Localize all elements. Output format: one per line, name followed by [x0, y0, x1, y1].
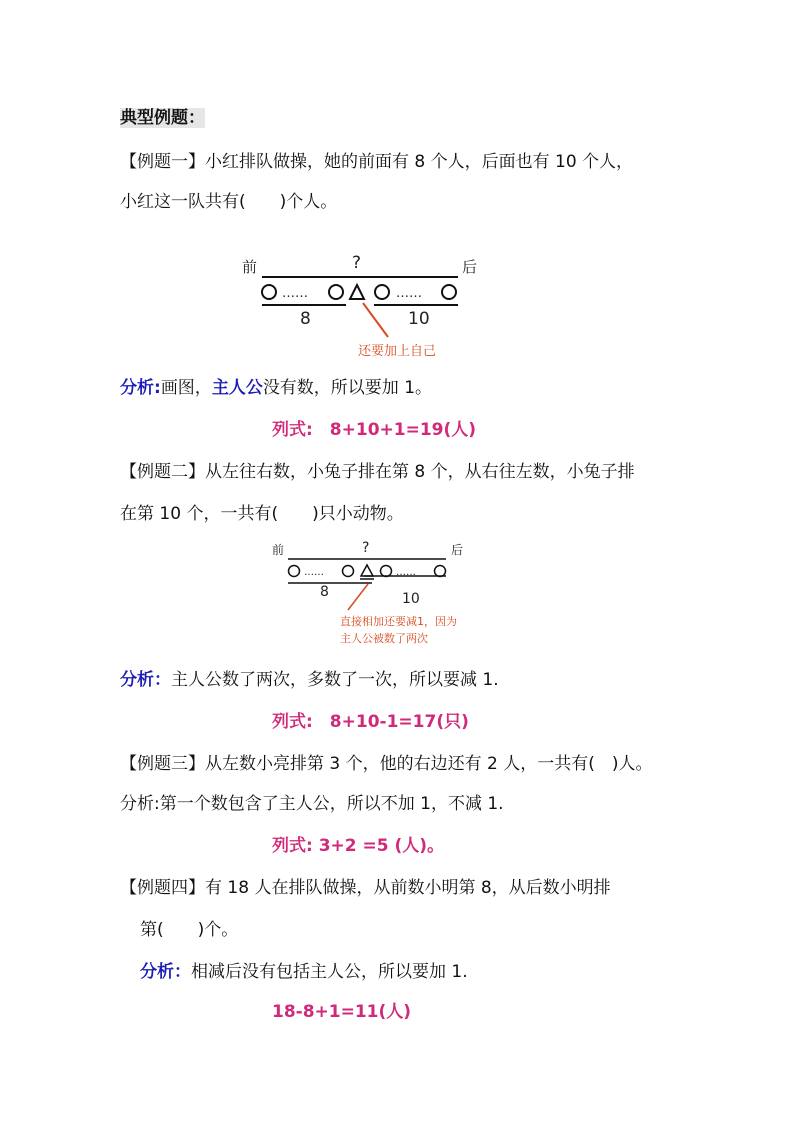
example-3-question: 【例题三】从左数小亮排第 3 个，他的右边还有 2 人，一共有( )人。 — [120, 754, 653, 774]
left-count: 8 — [300, 309, 311, 329]
circle-icon — [442, 285, 456, 299]
example-2-formula: 列式: 8+10-1=17(只) — [272, 712, 469, 732]
dots: …… — [396, 567, 416, 578]
front-label: 前 — [242, 258, 258, 276]
right-count: 10 — [408, 309, 430, 329]
example-3-formula: 列式: 3+2 =5 (人)。 — [272, 836, 445, 856]
example-2-question-line-1: 【例题二】从左往右数，小兔子排在第 8 个，从右往左数，小兔子排 — [120, 462, 635, 482]
example-2-diagram — [268, 540, 478, 648]
circle-icon — [343, 566, 354, 577]
note-text-line-2: 主人公被数了两次 — [340, 632, 428, 645]
circle-icon — [289, 566, 300, 577]
example-3-analysis: 分析:第一个数包含了主人公，所以不加 1，不减 1. — [120, 794, 504, 814]
circle-icon — [435, 566, 446, 577]
analysis-label: 分析： — [140, 962, 191, 982]
analysis-hero: 主人公 — [211, 378, 263, 398]
example-4-question-line-2: 第( )个。 — [140, 920, 239, 940]
analysis-label: 分析: — [120, 378, 161, 398]
analysis-text: 相减后没有包括主人公，所以要加 1. — [191, 962, 468, 982]
question-mark: ? — [362, 540, 370, 556]
example-4-question-line-1: 【例题四】有 18 人在排队做操，从前数小明第 8，从后数小明排 — [120, 878, 611, 898]
dots: …… — [396, 286, 422, 301]
example-4-analysis — [140, 960, 468, 984]
example-1-diagram — [236, 250, 486, 362]
note-text: 还要加上自己 — [358, 344, 437, 359]
pointer-line — [348, 584, 368, 610]
dots: …… — [282, 286, 308, 301]
back-label: 后 — [462, 258, 478, 276]
circle-icon — [381, 566, 392, 577]
analysis-text: 主人公数了两次，多数了一次，所以要减 1. — [171, 670, 499, 690]
front-label: 前 — [272, 543, 285, 557]
circle-icon — [262, 285, 276, 299]
example-2-question-line-2: 在第 10 个，一共有( )只小动物。 — [120, 504, 404, 524]
example-1-analysis — [120, 376, 432, 400]
back-label: 后 — [451, 543, 464, 557]
circle-icon — [329, 285, 343, 299]
triangle-icon — [361, 565, 373, 576]
section-heading — [120, 106, 205, 130]
dots: …… — [304, 567, 324, 578]
pointer-line — [363, 303, 388, 337]
analysis-label: 分析： — [120, 670, 171, 690]
triangle-icon — [350, 285, 364, 299]
example-1-formula: 列式: 8+10+1=19(人) — [272, 420, 477, 440]
example-1-question-line-1: 【例题一】小红排队做操，她的前面有 8 个人，后面也有 10 个人， — [120, 152, 634, 172]
note-text-line-1: 直接相加还要减1，因为 — [340, 615, 457, 628]
left-count: 8 — [320, 584, 329, 600]
analysis-text-pre: 画图， — [160, 378, 212, 398]
analysis-text-post: 没有数，所以要加 1。 — [262, 378, 433, 398]
example-1-question-line-2: 小红这一队共有( )个人。 — [120, 192, 338, 212]
right-count: 10 — [402, 591, 420, 607]
heading-text: 典型例题： — [120, 108, 205, 128]
example-2-analysis — [120, 668, 499, 692]
example-4-formula: 18-8+1=11(人) — [272, 1002, 412, 1022]
question-mark: ? — [352, 253, 362, 273]
circle-icon — [375, 285, 389, 299]
